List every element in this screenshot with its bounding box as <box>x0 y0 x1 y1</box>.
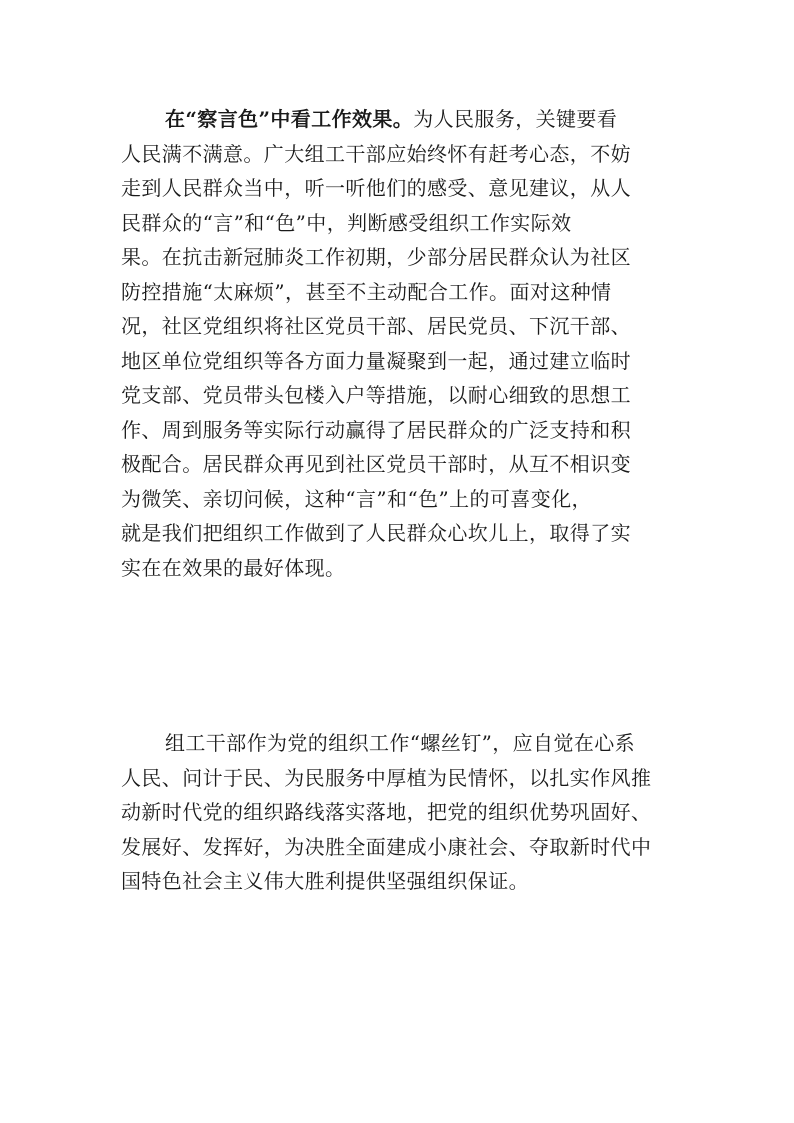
text-line: 走到人民群众当中，听一听他们的感受、意见建议，从人 <box>121 176 631 200</box>
text-line: 为微笑、亲切问候，这种“言”和“色”上的可喜变化， <box>121 486 592 511</box>
text-line: 动新时代党的组织路线落实落地，把党的组织优势巩固好、 <box>121 800 652 824</box>
text-line: 就是我们把组织工作做到了人民群众心坎儿上，取得了实 <box>121 521 631 545</box>
text-line: 人民、问计于民、为民服务中厚植为民情怀，以扎实作风推 <box>121 765 652 790</box>
text-line: 发展好、发挥好，为决胜全面建成小康社会、夺取新时代中 <box>121 834 652 859</box>
text-line: 防控措施“太麻烦”，甚至不主动配合工作。面对这种情 <box>121 279 612 304</box>
text-line: 况，社区党组织将社区党员干部、居民党员、下沉干部、 <box>121 314 631 338</box>
text-line: 组工干部作为党的组织工作“螺丝钉”，应自觉在心系 <box>165 731 636 755</box>
text-line: 实在在效果的最好体现。 <box>121 555 346 580</box>
paragraph-conclusion <box>121 726 681 899</box>
text-line: 国特色社会主义伟大胜利提供坚强组织保证。 <box>121 869 529 893</box>
text-line: 民群众的“言”和“色”中，判断感受组织工作实际效 <box>121 210 572 235</box>
text-line: 党支部、党员带头包楼入户等措施，以耐心细致的思想工 <box>121 383 631 407</box>
text-line: 作、周到服务等实际行动赢得了居民群众的广泛支持和积 <box>121 417 631 442</box>
text-line: 极配合。居民群众再见到社区党员干部时，从互不相识变 <box>121 452 631 476</box>
paragraph-effect-evaluation <box>121 102 681 585</box>
paragraph-heading: 在“察言色”中看工作效果。 <box>165 107 414 131</box>
text-line: 为人民服务，关键要看 <box>413 107 618 131</box>
paragraph-first-line <box>121 102 681 137</box>
text-line: 果。在抗击新冠肺炎工作初期，少部分居民群众认为社区 <box>121 245 631 269</box>
text-line: 地区单位党组织等各方面力量凝聚到一起，通过建立临时 <box>121 348 631 373</box>
text-line: 人民满不满意。广大组工干部应始终怀有赶考心态，不妨 <box>121 141 631 166</box>
